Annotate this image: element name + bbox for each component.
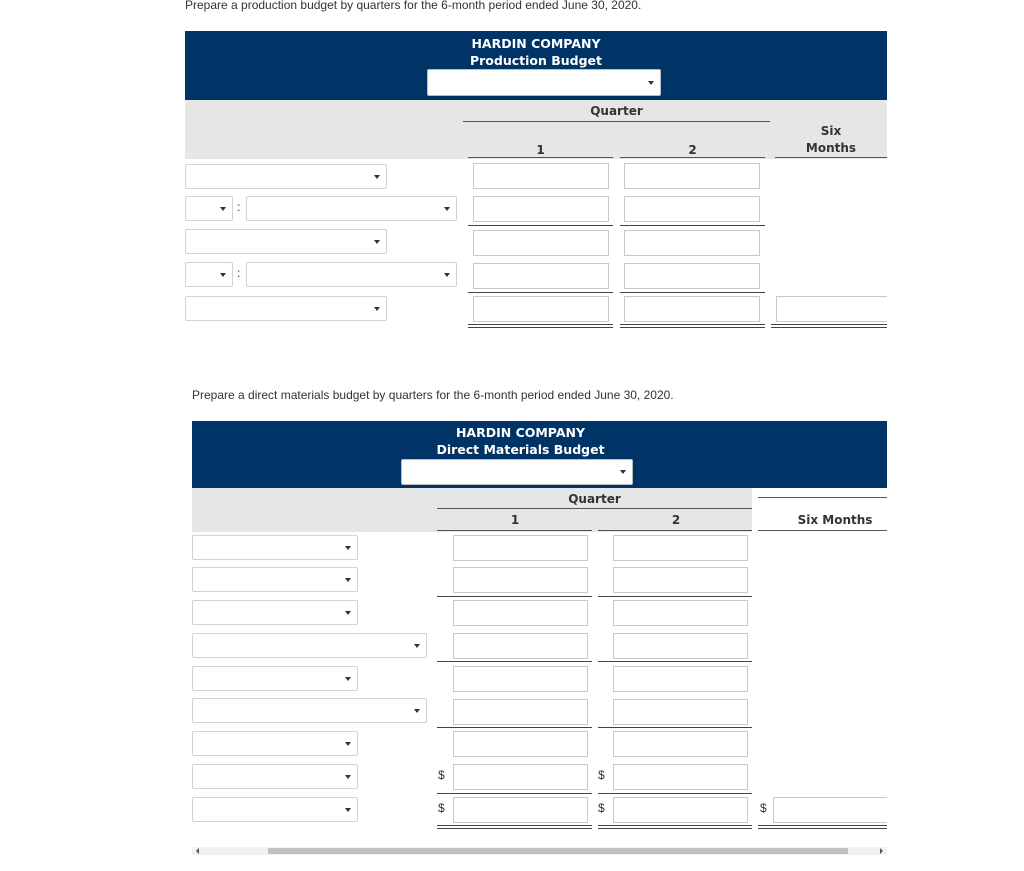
materials-total-q2-double-line-1 xyxy=(598,825,752,826)
production-row-2-q1-input[interactable] xyxy=(473,196,609,222)
materials-row-2-q2-underline xyxy=(598,596,752,597)
materials-row-8-q2-underline xyxy=(598,793,752,794)
production-total-six-double-line-2 xyxy=(771,327,887,328)
materials-row-3-q2-input[interactable] xyxy=(613,600,748,626)
materials-row-4-q2-underline xyxy=(598,661,752,662)
chevron-down-icon xyxy=(374,175,380,179)
materials-row-6-q2-underline xyxy=(598,727,752,728)
materials-row-9-q1-currency: $ xyxy=(438,801,445,815)
materials-company-name: HARDIN COMPANY xyxy=(455,425,586,440)
materials-total-six-double-line-2 xyxy=(758,828,887,829)
production-quarter-label: Quarter xyxy=(590,104,643,118)
materials-col-2-underline xyxy=(598,530,752,531)
materials-row-1-q2-input[interactable] xyxy=(613,535,748,561)
horizontal-scrollbar[interactable] xyxy=(192,847,887,855)
materials-six-months-underline xyxy=(758,530,887,531)
materials-header-band xyxy=(192,421,887,488)
materials-total-six-double-line-1 xyxy=(758,825,887,826)
production-row-5-label-select[interactable] xyxy=(185,296,387,321)
production-row-2-q2-underline xyxy=(620,225,765,226)
production-row-2-q2-input[interactable] xyxy=(624,196,760,222)
materials-six-months-header: Six Months xyxy=(797,513,873,527)
materials-quarter-label: Quarter xyxy=(568,492,621,506)
production-row-5-q2-input[interactable] xyxy=(624,296,760,322)
production-header-band xyxy=(185,31,887,100)
materials-total-q1-double-line-1 xyxy=(437,825,592,826)
materials-quarter-underline xyxy=(437,508,752,509)
production-budget-title: Production Budget xyxy=(469,53,603,68)
chevron-down-icon xyxy=(620,470,626,474)
production-company-name: HARDIN COMPANY xyxy=(471,36,601,51)
materials-row-1-q1-input[interactable] xyxy=(453,535,588,561)
production-row-4-colon: : xyxy=(237,266,241,280)
chevron-down-icon xyxy=(414,644,420,648)
materials-row-4-q1-input[interactable] xyxy=(453,633,588,659)
materials-row-9-q1-input[interactable] xyxy=(453,797,588,823)
materials-row-8-q1-currency: $ xyxy=(438,768,445,782)
production-total-q1-double-line-2 xyxy=(468,327,613,328)
production-row-2-operator-select[interactable] xyxy=(185,196,233,221)
production-row-2-label-select[interactable] xyxy=(246,196,457,221)
production-six-months-header-line1: Six xyxy=(820,124,842,138)
production-row-1-label-select[interactable] xyxy=(185,164,387,189)
chevron-down-icon xyxy=(345,677,351,681)
scroll-right-icon[interactable] xyxy=(880,848,883,854)
materials-row-6-q1-input[interactable] xyxy=(453,699,588,725)
materials-row-3-q1-input[interactable] xyxy=(453,600,588,626)
chevron-down-icon xyxy=(444,207,450,211)
production-row-1-q2-input[interactable] xyxy=(624,163,760,189)
materials-row-7-label-select[interactable] xyxy=(192,731,358,756)
materials-row-9-six-months-input[interactable] xyxy=(773,797,887,823)
production-six-months-underline xyxy=(775,157,887,158)
production-row-4-operator-select[interactable] xyxy=(185,262,233,287)
materials-row-6-q1-underline xyxy=(437,727,592,728)
production-row-4-q1-underline xyxy=(468,292,613,293)
production-row-4-label-select[interactable] xyxy=(246,262,457,287)
materials-row-2-q1-input[interactable] xyxy=(453,567,588,593)
materials-row-9-q2-currency: $ xyxy=(598,801,605,815)
materials-row-5-q1-input[interactable] xyxy=(453,666,588,692)
materials-col-1-header: 1 xyxy=(510,513,520,527)
materials-row-2-label-select[interactable] xyxy=(192,567,358,592)
materials-row-8-q2-currency: $ xyxy=(598,768,605,782)
materials-col-2-header: 2 xyxy=(671,513,681,527)
production-six-months-header-line2: Months xyxy=(805,141,857,155)
production-row-3-label-select[interactable] xyxy=(185,229,387,254)
chevron-down-icon xyxy=(444,273,450,277)
scrollbar-thumb[interactable] xyxy=(268,848,848,854)
materials-row-5-q2-input[interactable] xyxy=(613,666,748,692)
materials-row-4-q1-underline xyxy=(437,661,592,662)
production-row-5-six-months-input[interactable] xyxy=(776,296,887,322)
materials-instruction: Prepare a direct materials budget by quarters for the 6-month period ended June 30, 2020. xyxy=(192,388,674,402)
materials-row-5-label-select[interactable] xyxy=(192,666,358,691)
materials-total-q2-double-line-2 xyxy=(598,828,752,829)
production-period-select[interactable] xyxy=(427,69,661,96)
materials-row-6-label-select[interactable] xyxy=(192,698,427,723)
scroll-left-icon[interactable] xyxy=(196,848,199,854)
production-row-4-q2-input[interactable] xyxy=(624,263,760,289)
materials-row-2-q1-underline xyxy=(437,596,592,597)
production-total-q2-double-line-2 xyxy=(620,327,765,328)
chevron-down-icon xyxy=(345,775,351,779)
chevron-down-icon xyxy=(220,273,226,277)
production-col-2-underline xyxy=(620,157,765,158)
materials-row-8-q1-input[interactable] xyxy=(453,764,588,790)
production-row-3-q2-input[interactable] xyxy=(624,230,760,256)
materials-col-1-underline xyxy=(437,530,592,531)
materials-row-8-label-select[interactable] xyxy=(192,764,358,789)
materials-row-4-label-select[interactable] xyxy=(192,633,427,658)
production-col-1-header: 1 xyxy=(536,143,545,157)
materials-row-8-q1-underline xyxy=(437,793,592,794)
chevron-down-icon xyxy=(345,611,351,615)
materials-row-1-label-select[interactable] xyxy=(192,535,358,560)
production-total-six-double-line-1 xyxy=(771,324,887,325)
production-row-4-q1-input[interactable] xyxy=(473,263,609,289)
materials-row-8-q2-input[interactable] xyxy=(613,764,748,790)
production-row-3-q1-input[interactable] xyxy=(473,230,609,256)
materials-row-9-label-select[interactable] xyxy=(192,797,358,822)
production-row-1-q1-input[interactable] xyxy=(473,163,609,189)
chevron-down-icon xyxy=(345,808,351,812)
chevron-down-icon xyxy=(220,207,226,211)
production-instruction: Prepare a production budget by quarters for the 6-month period ended June 30, 2020. xyxy=(185,0,642,12)
production-col-2-header: 2 xyxy=(688,143,697,157)
chevron-down-icon xyxy=(345,546,351,550)
chevron-down-icon xyxy=(648,81,654,85)
production-total-q1-double-line-1 xyxy=(468,324,613,325)
production-col-1-underline xyxy=(468,157,613,158)
materials-row-9-six-currency: $ xyxy=(760,801,767,815)
materials-row-2-q2-input[interactable] xyxy=(613,567,748,593)
chevron-down-icon xyxy=(345,742,351,746)
materials-row-4-q2-input[interactable] xyxy=(613,633,748,659)
materials-row-9-q2-input[interactable] xyxy=(613,797,748,823)
chevron-down-icon xyxy=(374,307,380,311)
production-quarter-underline xyxy=(463,121,770,122)
production-row-2-q1-underline xyxy=(468,225,613,226)
production-row-2-colon: : xyxy=(237,200,241,214)
production-total-q2-double-line-1 xyxy=(620,324,765,325)
materials-period-select[interactable] xyxy=(401,459,633,485)
chevron-down-icon xyxy=(374,240,380,244)
production-row-5-q1-input[interactable] xyxy=(473,296,609,322)
chevron-down-icon xyxy=(345,578,351,582)
production-row-4-q2-underline xyxy=(620,292,765,293)
materials-row-7-q1-input[interactable] xyxy=(453,731,588,757)
chevron-down-icon xyxy=(414,709,420,713)
materials-six-months-overline xyxy=(758,497,887,498)
materials-row-7-q2-input[interactable] xyxy=(613,731,748,757)
materials-row-6-q2-input[interactable] xyxy=(613,699,748,725)
materials-budget-title: Direct Materials Budget xyxy=(436,442,605,457)
materials-total-q1-double-line-2 xyxy=(437,828,592,829)
materials-row-3-label-select[interactable] xyxy=(192,600,358,625)
